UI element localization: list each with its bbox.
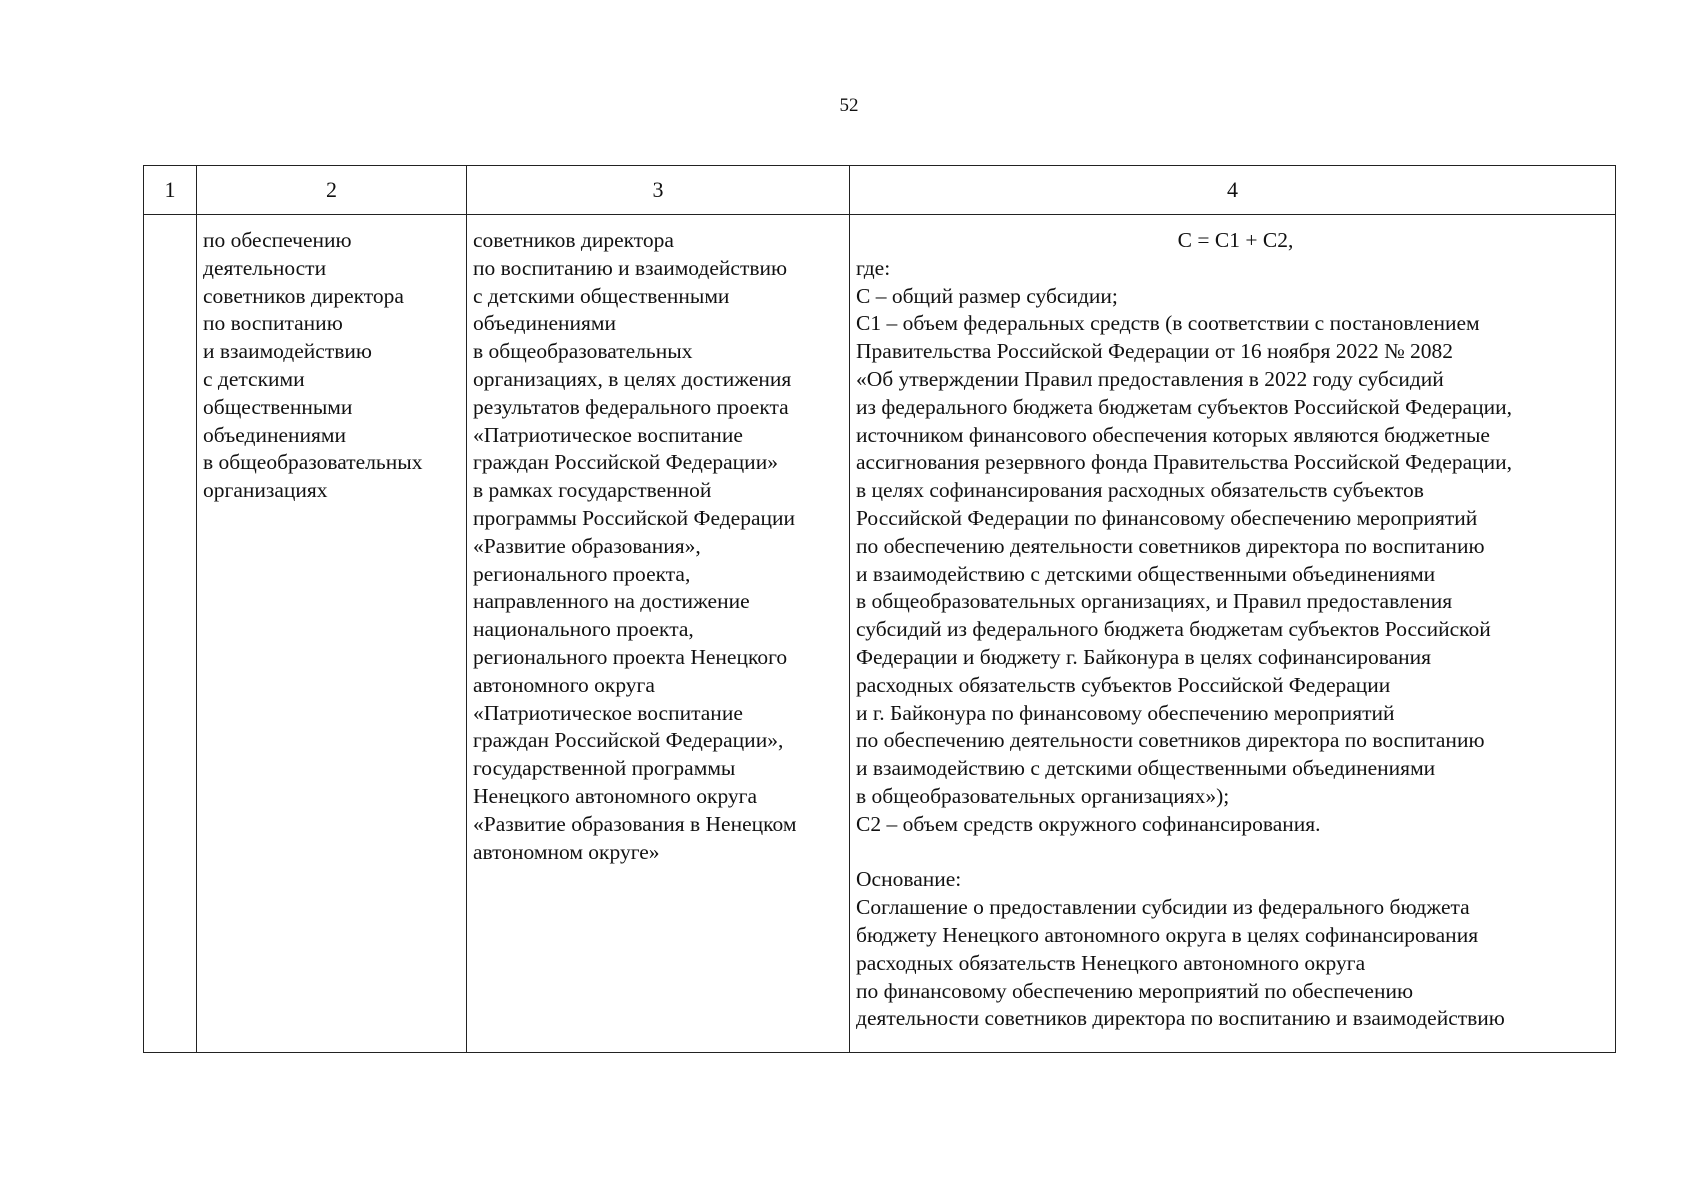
table-row [144, 215, 1616, 1053]
header-cell-2: 2 [197, 166, 467, 215]
col-4-basis-text [856, 866, 1615, 1033]
text-line: бюджету Ненецкого автономного округа в целях софинансирования [856, 922, 1479, 947]
text-line: «Развитие образования в Ненецком [473, 811, 797, 836]
text-line: «Патриотическое воспитание [473, 700, 743, 725]
page-number: 52 [839, 95, 859, 116]
text-line: общественными [203, 394, 353, 419]
text-line: С2 – объем средств окружного софинансирования. [856, 811, 1321, 836]
text-line: Основание: [856, 867, 962, 892]
table-header-row [144, 166, 1616, 215]
text-line: С – общий размер субсидии; [856, 283, 1118, 308]
text-line: Правительства Российской Федерации от 16 ноября 2022 № 2082 [856, 339, 1453, 364]
text-line: государственной программы [473, 756, 736, 781]
text-line: национального проекта, [473, 617, 694, 642]
text-line: организациях [203, 478, 328, 503]
text-line: в общеобразовательных [203, 450, 423, 475]
text-line: с детскими общественными [473, 283, 730, 308]
cell-col-3 [467, 215, 850, 1053]
text-line: источником финансового обеспечения которых являются бюджетные [856, 422, 1490, 447]
formula: С = С1 + С2, [1177, 228, 1294, 252]
text-line: Ненецкого автономного округа [473, 783, 758, 808]
text-line: объединениями [473, 311, 617, 336]
text-line: деятельности советников директора по воспитанию и взаимодействию [856, 1006, 1505, 1031]
text-line: в общеобразовательных организациях»); [856, 783, 1230, 808]
text-line: «Об утверждении Правил предоставления в 2022 году субсидий [856, 366, 1444, 391]
text-line: по обеспечению деятельности советников директора по воспитанию [856, 728, 1485, 753]
text-line: по обеспечению [203, 228, 352, 252]
text-line: и взаимодействию с детскими общественными объединениями [856, 561, 1436, 586]
text-line: советников директора [473, 228, 674, 252]
text-line: Российской Федерации по финансовому обеспечению мероприятий [856, 505, 1478, 530]
text-line: в общеобразовательных организациях, и Правил предоставления [856, 589, 1453, 614]
header-cell-3: 3 [467, 166, 850, 215]
text-line: ассигнования резервного фонда Правительства Российской Федерации, [856, 450, 1513, 475]
text-line: объединениями [203, 422, 347, 447]
text-line: и г. Байконура по финансовому обеспечению мероприятий [856, 700, 1395, 725]
text-line: субсидий из федерального бюджета бюджетам субъектов Российской [856, 617, 1491, 642]
text-line: граждан Российской Федерации» [473, 450, 778, 475]
text-line: и взаимодействию [203, 339, 372, 364]
text-line: в рамках государственной [473, 478, 712, 503]
text-line: расходных обязательств Ненецкого автономного округа [856, 950, 1366, 975]
text-line: автономном округе» [473, 839, 660, 864]
cell-col-1 [144, 215, 197, 1053]
col-4-text [856, 255, 1615, 839]
text-line: где: [856, 255, 891, 280]
text-line: Соглашение о предоставлении субсидии из федерального бюджета [856, 895, 1470, 920]
text-line: результатов федерального проекта [473, 394, 789, 419]
text-line: и взаимодействию с детскими общественными объединениями [856, 756, 1436, 781]
header-cell-4: 4 [850, 166, 1616, 215]
text-line: по обеспечению деятельности советников директора по воспитанию [856, 533, 1485, 558]
text-line: в целях софинансирования расходных обязательств субъектов [856, 478, 1424, 503]
text-line: программы Российской Федерации [473, 505, 796, 530]
text-line: по воспитанию [203, 311, 343, 336]
text-line: регионального проекта Ненецкого [473, 644, 788, 669]
col-2-text [203, 227, 466, 505]
text-line: в общеобразовательных [473, 339, 693, 364]
text-line: из федерального бюджета бюджетам субъектов Российской Федерации, [856, 394, 1512, 419]
text-line: «Развитие образования», [473, 533, 701, 558]
text-line: регионального проекта, [473, 561, 691, 586]
text-line: расходных обязательств субъектов Российской Федерации [856, 672, 1391, 697]
text-line: советников директора [203, 283, 404, 308]
text-line: автономного округа [473, 672, 655, 697]
text-line: по воспитанию и взаимодействию [473, 255, 788, 280]
text-line: С1 – объем федеральных средств (в соответствии с постановлением [856, 311, 1480, 336]
text-line: Федерации и бюджету г. Байконура в целях софинансирования [856, 644, 1432, 669]
document-table [143, 165, 1616, 1053]
text-line: граждан Российской Федерации», [473, 728, 784, 753]
text-line: направленного на достижение [473, 589, 750, 614]
text-line: «Патриотическое воспитание [473, 422, 743, 447]
paragraph-gap [856, 839, 1615, 867]
header-cell-1: 1 [144, 166, 197, 215]
text-line: деятельности [203, 255, 327, 280]
text-line: организациях, в целях достижения [473, 366, 792, 391]
text-line: по финансовому обеспечению мероприятий по обеспечению [856, 978, 1414, 1003]
cell-col-4 [850, 215, 1616, 1053]
col-3-text [473, 227, 849, 866]
cell-col-2 [197, 215, 467, 1053]
text-line: с детскими [203, 366, 305, 391]
